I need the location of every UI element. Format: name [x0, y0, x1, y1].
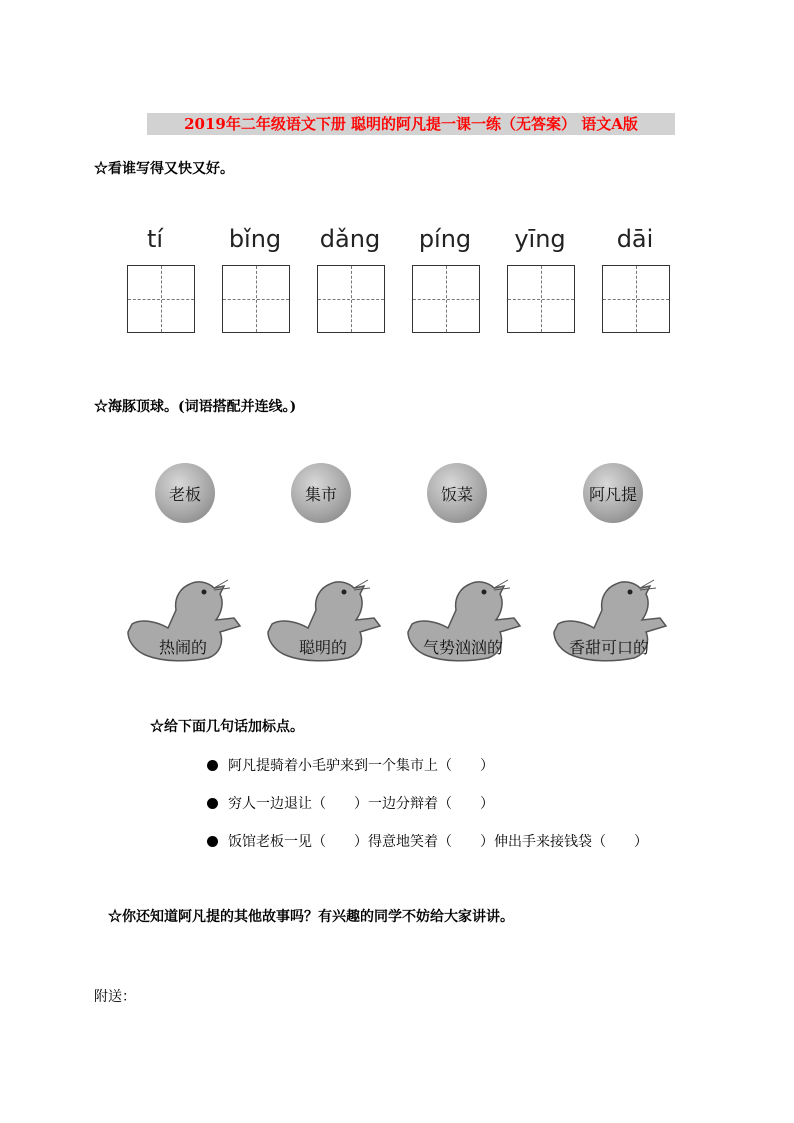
- seal-1[interactable]: [124, 572, 242, 664]
- pinyin-4: píng: [418, 225, 472, 253]
- writing-grid-2[interactable]: [222, 265, 290, 333]
- section-heading-stories: ☆你还知道阿凡提的其他故事吗？有兴趣的同学不妨给大家讲讲。: [108, 909, 514, 925]
- pinyin-2: bǐng: [228, 225, 282, 253]
- pinyin-6: dāi: [616, 225, 654, 253]
- bullet-icon: [207, 836, 218, 847]
- footer-note: 附送：: [94, 989, 136, 1005]
- writing-grid-4[interactable]: [412, 265, 480, 333]
- pinyin-5: yīng: [514, 225, 566, 253]
- pinyin-1: tí: [146, 225, 164, 253]
- page-title: 2019年二年级语文下册 聪明的阿凡提一课一练（无答案） 语文A版: [147, 113, 675, 135]
- writing-grid-3[interactable]: [317, 265, 385, 333]
- writing-grid-6[interactable]: [602, 265, 670, 333]
- seal-4[interactable]: [550, 572, 668, 664]
- seal-label: 气势汹汹的: [422, 638, 503, 657]
- sentence-text: 饭馆老板一见（ ）得意地笑着（ ）伸出手来接钱袋（ ）: [228, 834, 648, 850]
- ball-word-4[interactable]: 阿凡提: [583, 463, 643, 523]
- writing-grid-1[interactable]: [127, 265, 195, 333]
- seal-2[interactable]: [264, 572, 382, 664]
- sentence-2: [207, 795, 494, 813]
- section-heading-punctuation: ☆给下面几句话加标点。: [150, 719, 304, 735]
- seal-3[interactable]: [404, 572, 522, 664]
- sentence-text: 阿凡提骑着小毛驴来到一个集市上（ ）: [228, 758, 494, 774]
- pinyin-3: dǎng: [319, 225, 381, 253]
- seal-label: 香甜可口的: [568, 638, 649, 657]
- seal-label: 热闹的: [158, 638, 207, 657]
- writing-grid-5[interactable]: [507, 265, 575, 333]
- section-heading-writing: ☆看谁写得又快又好。: [94, 161, 234, 177]
- sentence-3: [207, 833, 648, 851]
- sentence-1: [207, 757, 494, 775]
- ball-word-2[interactable]: 集市: [291, 463, 351, 523]
- section-heading-matching: ☆海豚顶球。(词语搭配并连线。): [94, 399, 297, 415]
- seal-label: 聪明的: [298, 638, 347, 657]
- bullet-icon: [207, 798, 218, 809]
- ball-word-1[interactable]: 老板: [155, 463, 215, 523]
- sentence-text: 穷人一边退让（ ）一边分辩着（ ）: [228, 796, 494, 812]
- bullet-icon: [207, 760, 218, 771]
- ball-word-3[interactable]: 饭菜: [427, 463, 487, 523]
